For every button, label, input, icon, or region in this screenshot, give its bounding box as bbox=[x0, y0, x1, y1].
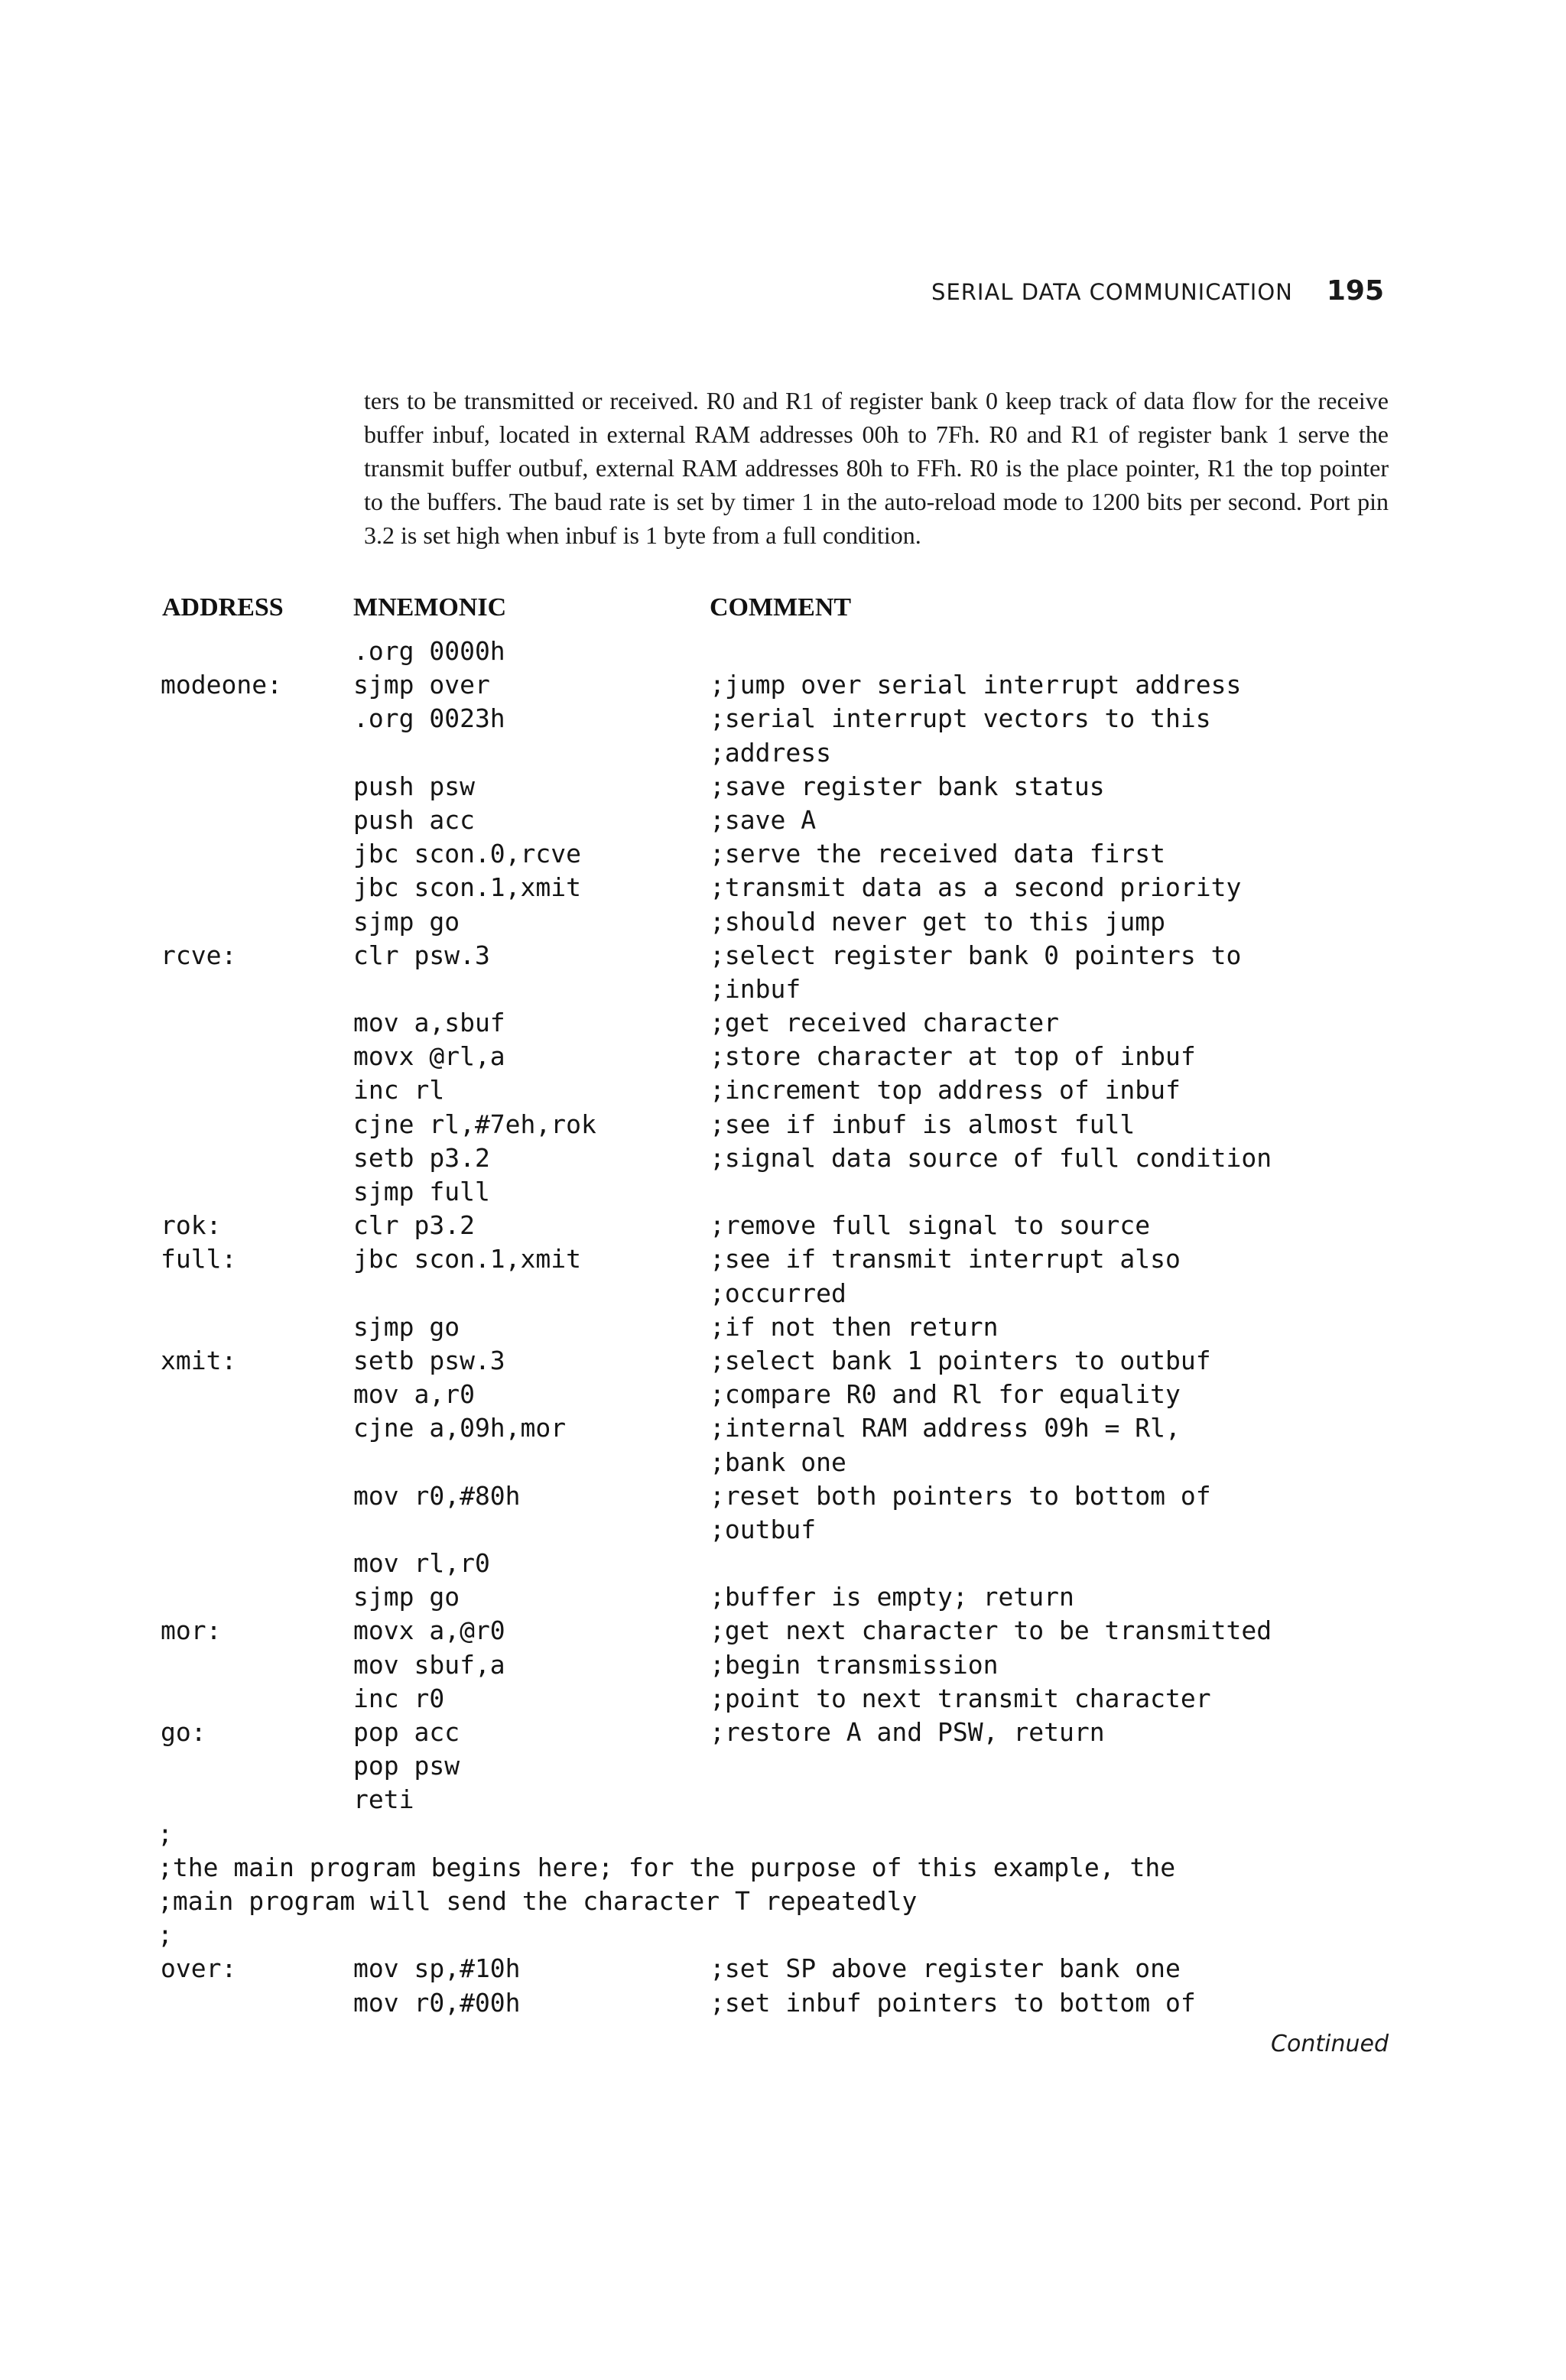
comment-cell: ;serve the received data first bbox=[710, 839, 1166, 869]
mnemonic-cell: setb p3.2 bbox=[353, 1142, 490, 1173]
listing-row bbox=[0, 1582, 1566, 1615]
listing-row bbox=[0, 1413, 1566, 1447]
comment-cell: ;increment top address of inbuf bbox=[710, 1075, 1181, 1106]
mnemonic-cell: jbc scon.0,rcve bbox=[353, 839, 582, 869]
comment-cell: ;store character at top of inbuf bbox=[710, 1041, 1196, 1072]
listing-column-headers bbox=[0, 593, 1566, 632]
listing-row bbox=[0, 940, 1566, 974]
comment-cell: ;address bbox=[710, 737, 831, 768]
address-label: modeone: bbox=[161, 670, 282, 700]
comment-cell: ;internal RAM address 09h = Rl, bbox=[710, 1413, 1181, 1443]
listing-row bbox=[0, 1784, 1566, 1818]
comment-cell: ;set inbuf pointers to bottom of bbox=[710, 1987, 1196, 2018]
listing-row bbox=[0, 1278, 1566, 1312]
listing-row bbox=[0, 670, 1566, 703]
comment-cell: ;see if inbuf is almost full bbox=[710, 1109, 1136, 1139]
mnemonic-cell: inc r0 bbox=[353, 1683, 445, 1713]
chapter-title: SERIAL DATA COMMUNICATION bbox=[931, 279, 1293, 305]
comment-cell: ;bank one bbox=[710, 1447, 846, 1477]
address-label: mor: bbox=[161, 1615, 222, 1646]
mnemonic-column-header: MNEMONIC bbox=[353, 593, 507, 622]
comment-cell: ;inbuf bbox=[710, 973, 801, 1004]
mnemonic-cell: sjmp over bbox=[353, 670, 490, 700]
listing-row bbox=[0, 872, 1566, 906]
listing-row bbox=[0, 1751, 1566, 1784]
listing-row bbox=[0, 974, 1566, 1008]
mnemonic-cell: sjmp go bbox=[353, 906, 460, 937]
comment-cell: ;serial interrupt vectors to this bbox=[710, 703, 1211, 734]
comment-cell: ;compare R0 and Rl for equality bbox=[710, 1379, 1181, 1410]
mnemonic-cell: movx @rl,a bbox=[353, 1041, 505, 1072]
listing-row bbox=[0, 1953, 1566, 1987]
mnemonic-cell: pop acc bbox=[353, 1717, 460, 1747]
listing-row bbox=[0, 636, 1566, 670]
address-column-header: ADDRESS bbox=[162, 593, 284, 622]
comment-cell: ;get next character to be transmitted bbox=[710, 1615, 1272, 1646]
comment-cell: ;get received character bbox=[710, 1008, 1059, 1038]
address-label: rok: bbox=[161, 1210, 222, 1241]
listing-row bbox=[0, 1244, 1566, 1278]
address-label: rcve: bbox=[161, 940, 237, 970]
assembly-listing bbox=[0, 636, 1566, 2021]
comment-cell: ;see if transmit interrupt also bbox=[710, 1244, 1181, 1274]
address-label: full: bbox=[161, 1244, 237, 1274]
listing-row bbox=[0, 1008, 1566, 1041]
address-label: xmit: bbox=[161, 1345, 237, 1375]
mnemonic-cell: sjmp go bbox=[353, 1311, 460, 1342]
mnemonic-cell: jbc scon.1,xmit bbox=[353, 1244, 582, 1274]
comment-cell: ;set SP above register bank one bbox=[710, 1953, 1181, 1984]
listing-row bbox=[0, 1346, 1566, 1379]
listing-row bbox=[0, 1312, 1566, 1346]
listing-row bbox=[0, 1109, 1566, 1143]
address-label: over: bbox=[161, 1953, 237, 1984]
listing-row bbox=[0, 771, 1566, 805]
listing-row bbox=[0, 1852, 1566, 1886]
listing-row bbox=[0, 1075, 1566, 1109]
comment-cell: ;jump over serial interrupt address bbox=[710, 670, 1242, 700]
mnemonic-cell: mov sp,#10h bbox=[353, 1953, 521, 1984]
mnemonic-cell: mov sbuf,a bbox=[353, 1649, 505, 1680]
mnemonic-cell: mov rl,r0 bbox=[353, 1548, 490, 1579]
comment-cell: ;point to next transmit character bbox=[710, 1683, 1211, 1713]
comment-cell: ;if not then return bbox=[710, 1311, 999, 1342]
comment-cell: ;reset both pointers to bottom of bbox=[710, 1480, 1211, 1511]
listing-row bbox=[0, 907, 1566, 940]
mnemonic-cell: mov a,r0 bbox=[353, 1379, 475, 1410]
mnemonic-cell: .org 0023h bbox=[353, 703, 505, 734]
comment-cell: ;select bank 1 pointers to outbuf bbox=[710, 1345, 1211, 1375]
mnemonic-cell: movx a,@r0 bbox=[353, 1615, 505, 1646]
mnemonic-cell: sjmp go bbox=[353, 1582, 460, 1612]
mnemonic-cell: mov r0,#80h bbox=[353, 1480, 521, 1511]
comment-line: ; bbox=[158, 1920, 173, 1950]
listing-row bbox=[0, 1177, 1566, 1210]
comment-cell: ;remove full signal to source bbox=[710, 1210, 1151, 1241]
comment-line: ;main program will send the character T repeatedly bbox=[158, 1885, 918, 1916]
mnemonic-cell: cjne rl,#7eh,rok bbox=[353, 1109, 596, 1139]
listing-row bbox=[0, 738, 1566, 771]
mnemonic-cell: .org 0000h bbox=[353, 636, 505, 666]
comment-cell: ;occurred bbox=[710, 1278, 846, 1308]
comment-cell: ;should never get to this jump bbox=[710, 906, 1166, 937]
comment-cell: ;restore A and PSW, return bbox=[710, 1717, 1105, 1747]
listing-row bbox=[0, 1684, 1566, 1717]
mnemonic-cell: cjne a,09h,mor bbox=[353, 1413, 567, 1443]
mnemonic-cell: inc rl bbox=[353, 1075, 445, 1106]
listing-row bbox=[0, 1515, 1566, 1548]
mnemonic-cell: jbc scon.1,xmit bbox=[353, 872, 582, 903]
comment-cell: ;begin transmission bbox=[710, 1649, 999, 1680]
comment-cell: ;save register bank status bbox=[710, 771, 1105, 801]
comment-cell: ;buffer is empty; return bbox=[710, 1582, 1074, 1612]
comment-cell: ;outbuf bbox=[710, 1514, 817, 1544]
listing-row bbox=[0, 1650, 1566, 1684]
mnemonic-cell: mov a,sbuf bbox=[353, 1008, 505, 1038]
comment-cell: ;transmit data as a second priority bbox=[710, 872, 1242, 903]
listing-row bbox=[0, 1717, 1566, 1751]
comment-line: ; bbox=[158, 1818, 173, 1849]
mnemonic-cell: push acc bbox=[353, 804, 475, 835]
mnemonic-cell: mov r0,#00h bbox=[353, 1987, 521, 2018]
mnemonic-cell: setb psw.3 bbox=[353, 1345, 505, 1375]
listing-row bbox=[0, 1886, 1566, 1920]
listing-row bbox=[0, 1920, 1566, 1953]
listing-row bbox=[0, 1210, 1566, 1244]
listing-row bbox=[0, 1143, 1566, 1177]
listing-row bbox=[0, 703, 1566, 737]
running-head bbox=[841, 275, 1384, 307]
listing-row bbox=[0, 805, 1566, 839]
listing-row bbox=[0, 1481, 1566, 1515]
comment-cell: ;select register bank 0 pointers to bbox=[710, 940, 1242, 970]
mnemonic-cell: clr p3.2 bbox=[353, 1210, 475, 1241]
listing-row bbox=[0, 1988, 1566, 2021]
address-label: go: bbox=[161, 1717, 206, 1747]
comment-line: ;the main program begins here; for the purpose of this example, the bbox=[158, 1852, 1176, 1882]
listing-row bbox=[0, 1819, 1566, 1852]
comment-cell: ;signal data source of full condition bbox=[710, 1142, 1272, 1173]
listing-row bbox=[0, 1447, 1566, 1481]
mnemonic-cell: clr psw.3 bbox=[353, 940, 490, 970]
intro-paragraph: ters to be transmitted or received. R0 and R1 of register bank 0 keep track of data flow for the receive buffer inbuf, located in external RAM addresses 00h to 7Fh. R0 and R1 of register bank 1 serve the transmit buffer outbuf, external RAM addresses 80h to FFh. R0 is the place pointer, R1 the top pointer to the buffers. The baud rate is set by timer 1 in the auto-reload mode to 1200 bits per second. Port pin 3.2 is set high when inbuf is 1 byte from a full condition. bbox=[364, 387, 1389, 549]
mnemonic-cell: reti bbox=[353, 1784, 414, 1815]
listing-row bbox=[0, 839, 1566, 872]
mnemonic-cell: sjmp full bbox=[353, 1177, 490, 1206]
page-number: 195 bbox=[1326, 275, 1384, 307]
listing-row bbox=[0, 1615, 1566, 1649]
mnemonic-cell: push psw bbox=[353, 771, 475, 801]
listing-row bbox=[0, 1379, 1566, 1413]
continued-label: Continued bbox=[1271, 2031, 1389, 2057]
listing-row bbox=[0, 1548, 1566, 1582]
comment-column-header: COMMENT bbox=[710, 593, 852, 622]
listing-row bbox=[0, 1041, 1566, 1075]
comment-cell: ;save A bbox=[710, 804, 817, 835]
mnemonic-cell: pop psw bbox=[353, 1751, 460, 1781]
